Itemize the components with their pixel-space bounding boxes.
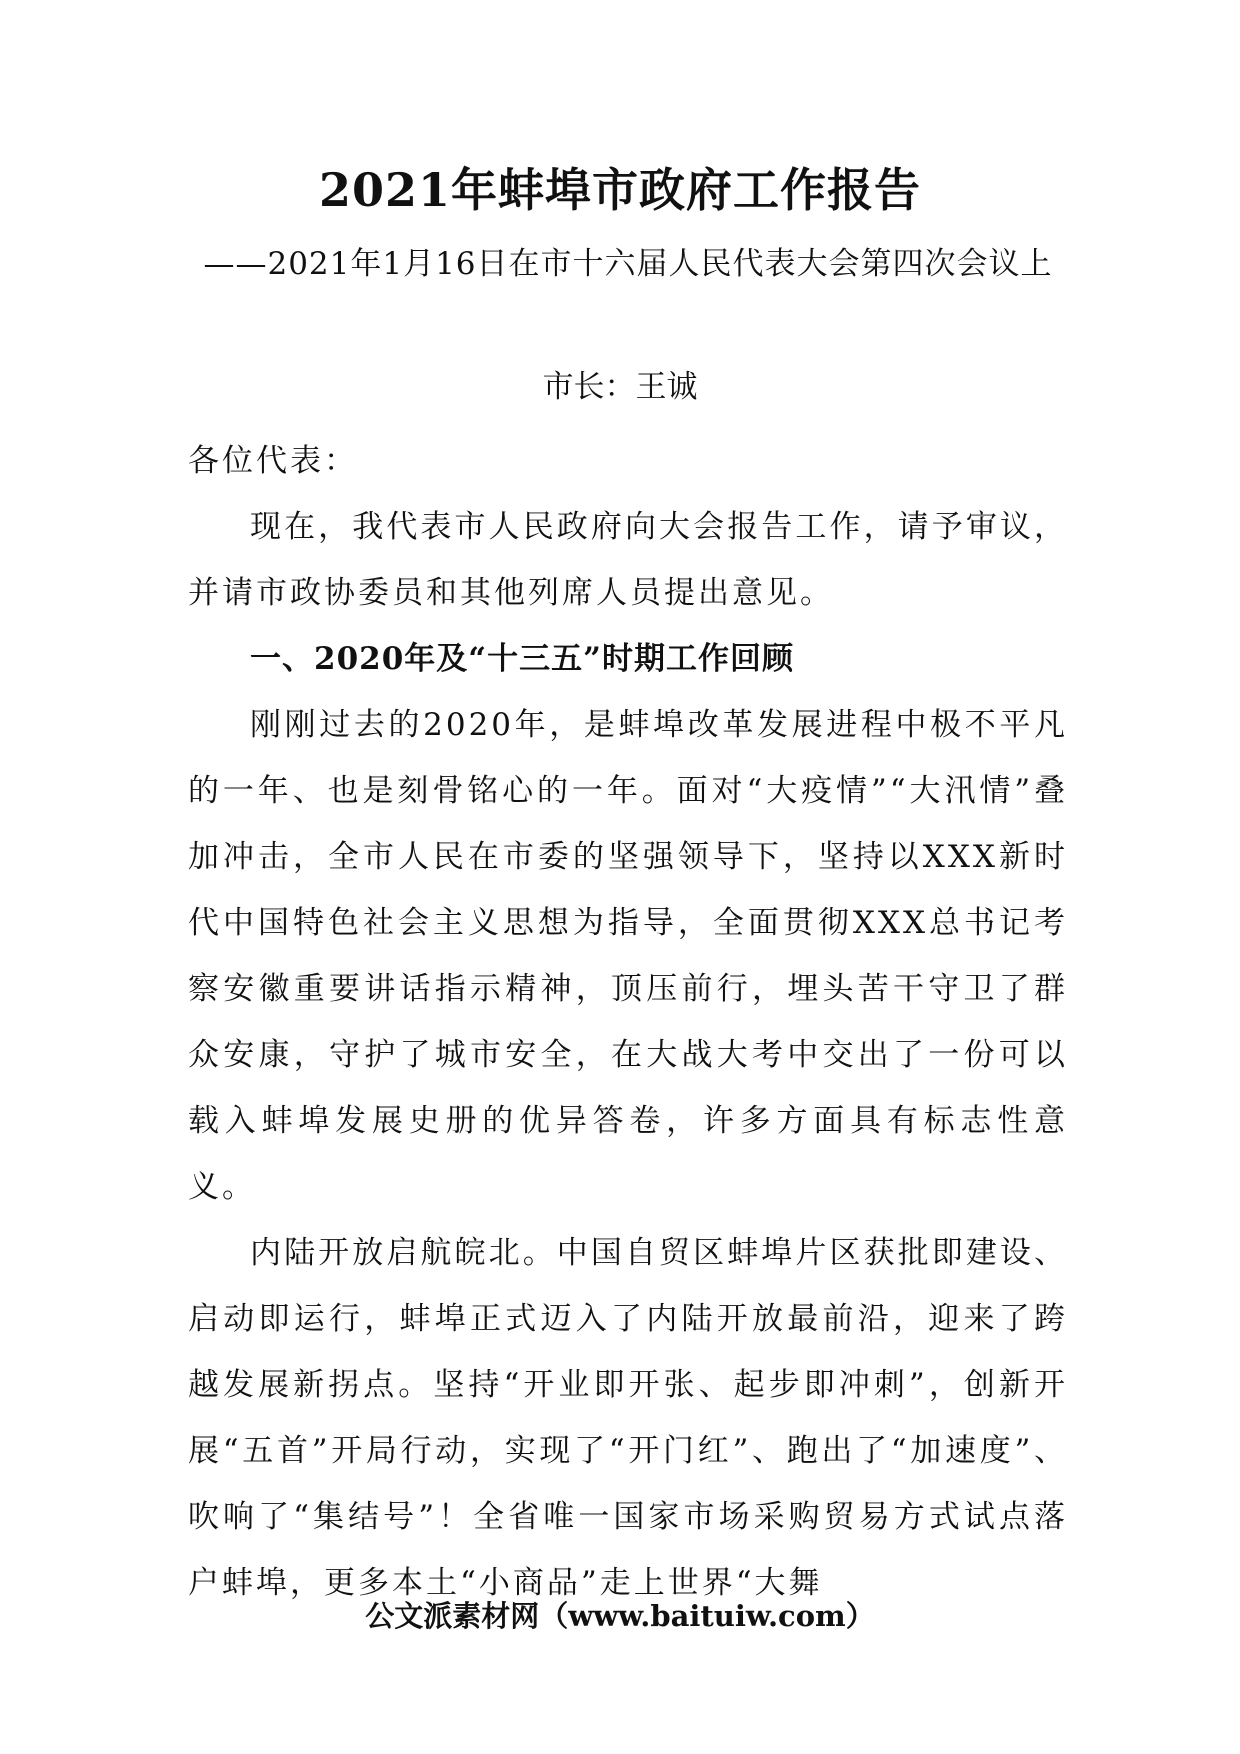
paragraph-review: 刚刚过去的2020年，是蚌埠改革发展进程中极不平凡的一年、也是刻骨铭心的一年。面对“大疫情”“大汛情”叠加冲击，全市人民在市委的坚强领导下，坚持以XXX新时代中国特色社会主义思想为指导，全面贯彻XXX总书记考察安徽重要讲话指示精神，顶压前行，埋头苦干守卫了群众安康，守护了城市安全，在大战大考中交出了一份可以载入蚌埠发展史册的优异答卷，许多方面具有标志性意义。 (188, 707, 1068, 1205)
document-author: 市长：王诚 (542, 369, 698, 405)
document-title: 2021年蚌埠市政府工作报告 (318, 163, 922, 217)
paragraph-intro: 现在，我代表市人民政府向大会报告工作，请予审议，并请市政协委员和其他列席人员提出意见。 (188, 509, 1068, 611)
section-heading: 一、2020年及“十三五”时期工作回顾 (250, 641, 794, 677)
paragraph-opening: 内陆开放启航皖北。中国自贸区蚌埠片区获批即建设、启动即运行，蚌埠正式迈入了内陆开放最前沿，迎来了跨越发展新拐点。坚持“开业即开张、起步即冲刺”，创新开展“五首”开局行动，实现了“开门红”、跑出了“加速度”、吹响了“集结号”！全省唯一国家市场采购贸易方式试点落户蚌埠，更多本土“小商品”走上世界“大舞 (188, 1235, 1068, 1601)
document-subtitle: ——2021年1月16日在市十六届人民代表大会第四次会议上 (203, 246, 1053, 282)
salutation: 各位代表： (188, 443, 358, 479)
document-body (188, 428, 1068, 1616)
footer-watermark: 公文派素材网（www.baituiw.com） (365, 1599, 875, 1633)
